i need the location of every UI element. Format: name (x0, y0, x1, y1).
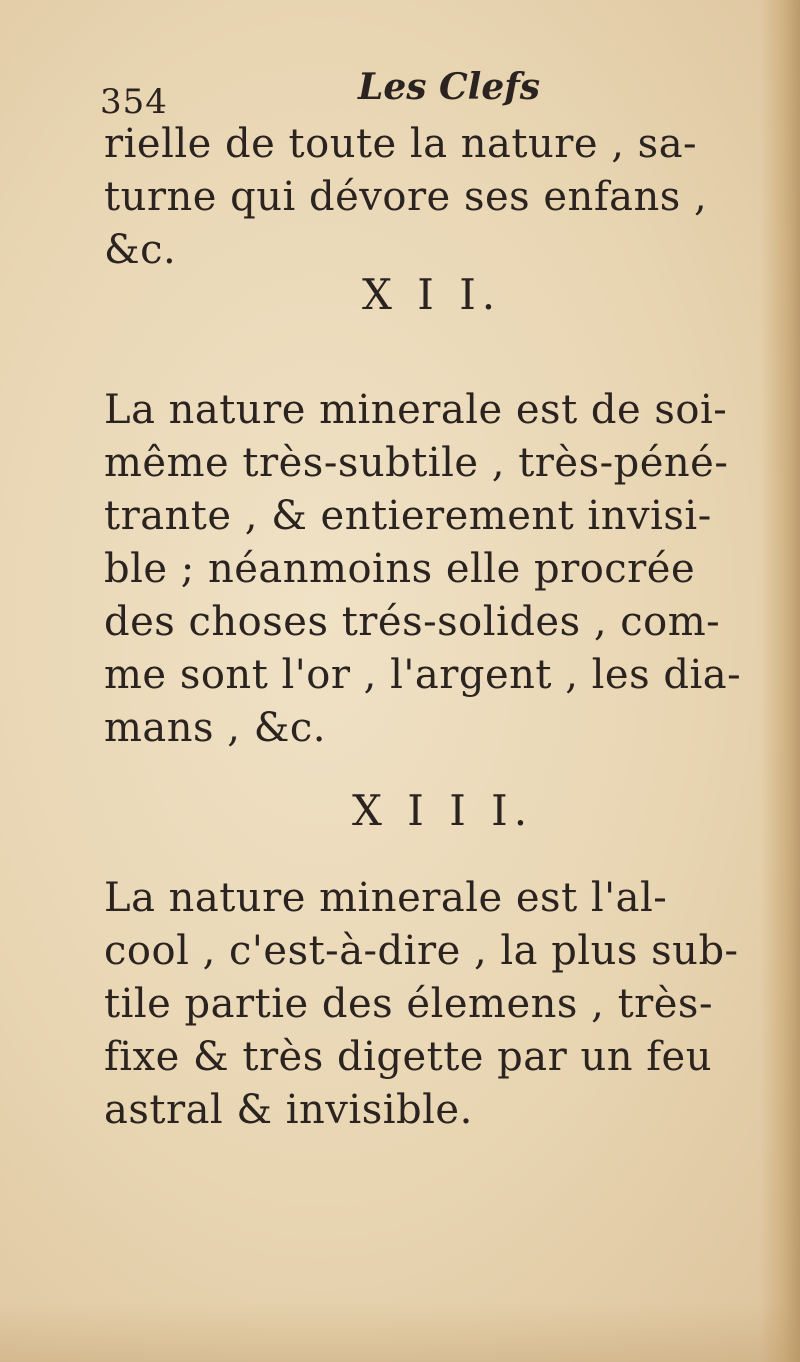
text-line: tile partie des élemens , très- (104, 981, 713, 1027)
text-line: fixe & très digette par un feu (104, 1034, 712, 1080)
section-xiii-paragraph (104, 872, 744, 1137)
text-line: astral & invisible. (104, 1087, 473, 1133)
running-title: Les Clefs (358, 66, 541, 108)
text-line: ble ; néanmoins elle procrée (104, 546, 696, 592)
text-line: même très-subtile , très-péné- (104, 440, 729, 486)
section-heading-xiii: X I I I. (352, 786, 534, 835)
text-line: des choses trés-solides , com- (104, 599, 721, 645)
text-line: rielle de toute la nature , sa- (104, 121, 698, 167)
page-number: 354 (100, 82, 168, 122)
text-line: mans , &c. (104, 705, 326, 751)
text-line: turne qui dévore ses enfans , (104, 174, 708, 220)
intro-paragraph (104, 118, 744, 277)
text-line: me sont l'or , l'argent , les dia- (104, 652, 742, 698)
text-line: &c. (104, 227, 177, 273)
text-line: La nature minerale est de soi- (104, 387, 728, 433)
text-line: La nature minerale est l'al- (104, 875, 668, 921)
page-bottom-shadow (0, 1302, 800, 1362)
page-header (100, 62, 700, 122)
page-edge-shadow (760, 0, 800, 1362)
section-xii-paragraph (104, 384, 744, 755)
section-heading-xii: X I I. (362, 270, 502, 319)
text-line: trante , & entierement invisi- (104, 493, 712, 539)
text-line: cool , c'est-à-dire , la plus sub- (104, 928, 739, 974)
